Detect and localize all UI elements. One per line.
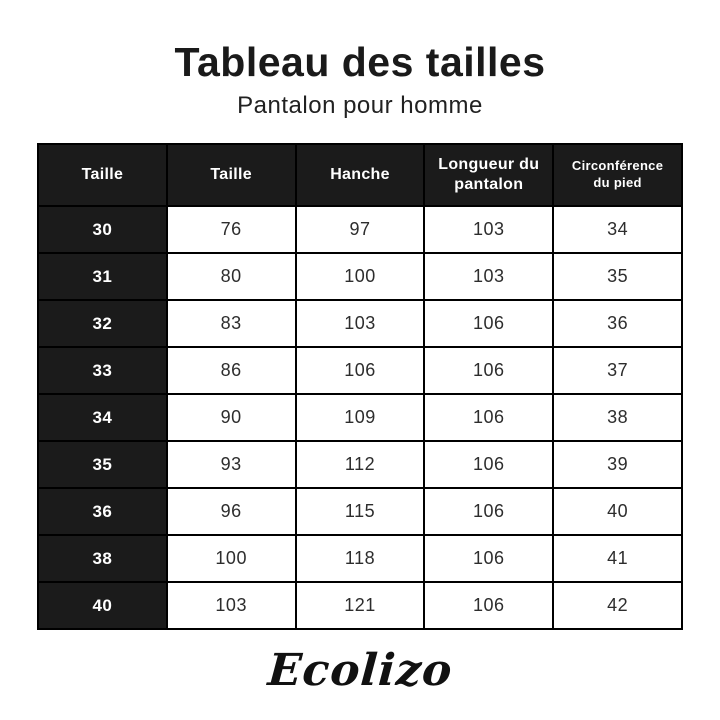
header-cell-hip: Hanche — [296, 144, 425, 206]
row-size-cell: 35 — [38, 441, 167, 488]
header-cell-foot-circumference: Circonférence du pied — [553, 144, 682, 206]
table-cell: 106 — [296, 347, 425, 394]
table-cell: 115 — [296, 488, 425, 535]
table-cell: 83 — [167, 300, 296, 347]
row-size-cell: 31 — [38, 253, 167, 300]
table-cell: 106 — [424, 488, 553, 535]
table-cell: 106 — [424, 347, 553, 394]
table-cell: 80 — [167, 253, 296, 300]
row-size-cell: 38 — [38, 535, 167, 582]
table-cell: 103 — [167, 582, 296, 629]
table-cell: 103 — [296, 300, 425, 347]
table-cell: 112 — [296, 441, 425, 488]
header-row — [38, 144, 682, 206]
table-row — [38, 347, 682, 394]
table-cell: 42 — [553, 582, 682, 629]
row-size-cell: 32 — [38, 300, 167, 347]
table-cell: 103 — [424, 206, 553, 253]
size-table — [37, 143, 683, 630]
table-cell: 106 — [424, 582, 553, 629]
table-row — [38, 394, 682, 441]
table-cell: 96 — [167, 488, 296, 535]
table-cell: 109 — [296, 394, 425, 441]
table-row — [38, 488, 682, 535]
table-cell: 40 — [553, 488, 682, 535]
table-row — [38, 300, 682, 347]
page-subtitle: Pantalon pour homme — [237, 92, 483, 120]
header-cell-size: Taille — [38, 144, 167, 206]
table-cell: 100 — [167, 535, 296, 582]
table-cell: 106 — [424, 394, 553, 441]
table-cell: 76 — [167, 206, 296, 253]
table-cell: 37 — [553, 347, 682, 394]
table-cell: 118 — [296, 535, 425, 582]
table-row — [38, 253, 682, 300]
table-cell: 34 — [553, 206, 682, 253]
table-cell: 39 — [553, 441, 682, 488]
page-heading — [0, 40, 720, 120]
row-size-cell: 36 — [38, 488, 167, 535]
table-cell: 36 — [553, 300, 682, 347]
table-cell: 103 — [424, 253, 553, 300]
table-cell: 86 — [167, 347, 296, 394]
table-cell: 35 — [553, 253, 682, 300]
table-cell: 106 — [424, 441, 553, 488]
row-size-cell: 34 — [38, 394, 167, 441]
row-size-cell: 33 — [38, 347, 167, 394]
table-cell: 41 — [553, 535, 682, 582]
table-cell: 97 — [296, 206, 425, 253]
table-row — [38, 441, 682, 488]
table-row — [38, 582, 682, 629]
table-cell: 106 — [424, 300, 553, 347]
table-cell: 93 — [167, 441, 296, 488]
brand-logo: Ecolizo — [265, 645, 455, 696]
table-cell: 100 — [296, 253, 425, 300]
row-size-cell: 40 — [38, 582, 167, 629]
page-title: Tableau des tailles — [174, 39, 546, 85]
table-cell: 121 — [296, 582, 425, 629]
header-cell-pant-length: Longueur du pantalon — [424, 144, 553, 206]
table-cell: 106 — [424, 535, 553, 582]
table-row — [38, 206, 682, 253]
table-cell: 38 — [553, 394, 682, 441]
table-cell: 90 — [167, 394, 296, 441]
row-size-cell: 30 — [38, 206, 167, 253]
header-cell-waist: Taille — [167, 144, 296, 206]
brand-footer — [0, 645, 720, 696]
table-row — [38, 535, 682, 582]
